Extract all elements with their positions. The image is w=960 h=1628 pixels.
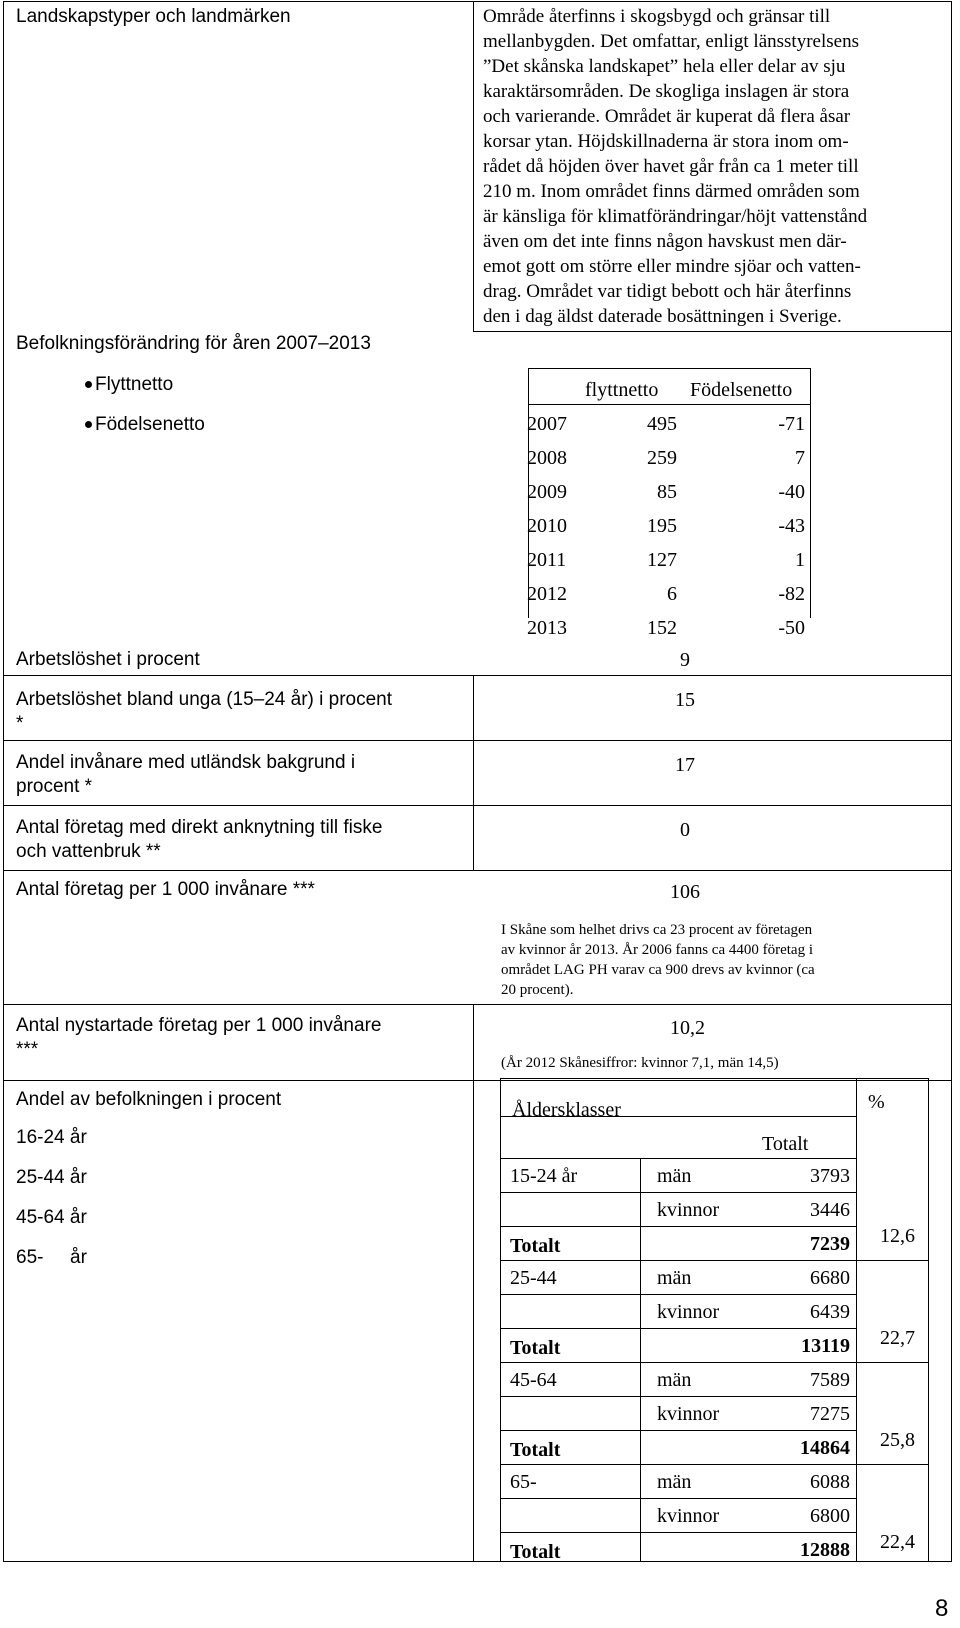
description-line: även om det inte finns någon havskust men där- <box>483 231 847 252</box>
page-number: 8 <box>935 1595 949 1622</box>
age-total-value: 12888 <box>800 1539 850 1561</box>
label-nystartade-line1: Antal nystartade företag per 1 000 invånare <box>16 1015 382 1036</box>
age-table-group-rule <box>500 1362 928 1363</box>
pop-year: 2012 <box>527 583 567 605</box>
age-pct-value: 22,4 <box>880 1531 915 1553</box>
pop-table-top-border <box>528 368 810 369</box>
age-total-value: 13119 <box>801 1335 850 1357</box>
age-header: Åldersklasser <box>512 1099 621 1121</box>
label-age-16-24: 16-24 år <box>16 1127 87 1148</box>
label-befolkningsforandring: Befolkningsförändring för åren 2007–2013 <box>16 333 371 354</box>
age-table-left-border <box>500 1078 501 1562</box>
age-group-label: 25-44 <box>510 1267 557 1289</box>
label-age-65-b: år <box>70 1247 87 1268</box>
bullet-flyttnetto <box>85 381 92 388</box>
age-table-right-border <box>928 1078 929 1562</box>
top-column-divider <box>473 1 474 331</box>
value-utlandsk: 17 <box>675 754 695 776</box>
note-line: 20 procent). <box>501 982 574 998</box>
description-line: den i dag äldst daterade bosättningen i Sverige. <box>483 306 842 327</box>
rule-andel <box>3 1080 952 1081</box>
age-man-label: män <box>657 1471 692 1493</box>
age-table-group-rule <box>500 1260 928 1261</box>
description-line: ”Det skånska landskapet” hela eller delar av sju <box>483 56 846 77</box>
age-total-label: Totalt <box>510 1439 561 1461</box>
age-man-value: 6680 <box>810 1267 850 1289</box>
description-bottom-rule <box>473 331 952 332</box>
pop-year: 2007 <box>527 413 567 435</box>
age-man-value: 6088 <box>810 1471 850 1493</box>
pop-year: 2011 <box>527 549 567 571</box>
label-unga-line1: Arbetslöshet bland unga (15–24 år) i procent <box>16 689 393 710</box>
description-line: 210 m. Inom området finns därmed områden som <box>483 181 860 202</box>
description-line: och varierande. Området är kuperat då flera åsar <box>483 106 851 127</box>
age-man-label: män <box>657 1165 692 1187</box>
age-kv-label: kvinnor <box>657 1403 720 1425</box>
pop-table-right-border <box>810 368 811 618</box>
age-total-label: Totalt <box>510 1337 561 1359</box>
pop-year: 2008 <box>527 447 567 469</box>
age-total-value: 7239 <box>810 1233 850 1255</box>
age-table-row-rule <box>500 1430 856 1431</box>
pop-flyttnetto-value: 195 <box>647 515 677 537</box>
value-foretag: 106 <box>670 881 700 903</box>
value-fiske: 0 <box>680 819 690 841</box>
pop-flyttnetto-value: 127 <box>647 549 677 571</box>
pop-table-header-rule <box>528 404 810 405</box>
age-total-label: Totalt <box>510 1235 561 1257</box>
mid-divider-1 <box>473 675 474 870</box>
age-table-top-border <box>500 1078 928 1079</box>
age-table-group-divider <box>640 1158 641 1562</box>
age-total-label: Totalt <box>510 1541 561 1563</box>
rule-nystartade <box>3 1004 952 1005</box>
age-table-row-rule <box>500 1192 856 1193</box>
age-table-row-rule <box>500 1498 856 1499</box>
note-line: området LAG PH varav ca 900 drevs av kvinnor (ca <box>501 962 815 978</box>
age-man-value: 3793 <box>810 1165 850 1187</box>
rule-fiske <box>3 805 952 806</box>
age-table-row-rule <box>500 1226 856 1227</box>
label-utlandsk-line1: Andel invånare med utländsk bakgrund i <box>16 752 356 773</box>
age-table-row-rule <box>500 1396 856 1397</box>
rule-unga <box>3 675 952 676</box>
label-age-65-a: 65- <box>16 1247 44 1268</box>
age-table-row-rule <box>500 1158 856 1159</box>
age-group-label: 15-24 år <box>510 1165 578 1187</box>
label-fodelsenetto: Födelsenetto <box>95 414 205 435</box>
label-landskapstyper: Landskapstyper och landmärken <box>16 6 291 27</box>
value-nystartade: 10,2 <box>670 1017 705 1039</box>
label-flyttnetto: Flyttnetto <box>95 374 174 395</box>
age-pct-value: 12,6 <box>880 1225 915 1247</box>
age-man-value: 7589 <box>810 1369 850 1391</box>
skane-figures-note: (År 2012 Skånesiffror: kvinnor 7,1, män 14,5) <box>501 1055 779 1071</box>
age-pct-value: 25,8 <box>880 1429 915 1451</box>
note-line: I Skåne som helhet drivs ca 23 procent av företagen <box>501 922 813 938</box>
age-pct-header: % <box>868 1091 885 1113</box>
label-unga-line2: * <box>16 713 24 734</box>
age-man-label: män <box>657 1267 692 1289</box>
description-line: mellanbygden. Det omfattar, enligt länsstyrelsens <box>483 31 859 52</box>
pop-fodelsenetto-value: 7 <box>795 447 805 469</box>
pop-year: 2010 <box>527 515 567 537</box>
label-nystartade-line2: *** <box>16 1039 39 1060</box>
age-group-label: 65- <box>510 1471 537 1493</box>
age-table-row-rule <box>500 1294 856 1295</box>
pop-flyttnetto-value: 495 <box>647 413 677 435</box>
description-line: karaktärsområden. De skogliga inslagen är stora <box>483 81 850 102</box>
pop-fodelsenetto-value: -40 <box>778 481 805 503</box>
label-fiske-line1: Antal företag med direkt anknytning till fiske <box>16 817 383 838</box>
label-utlandsk-line2: procent * <box>16 776 93 797</box>
pop-flyttnetto-value: 6 <box>667 583 677 605</box>
bullet-fodelsenetto <box>85 421 92 428</box>
pop-fodelsenetto-value: -50 <box>778 617 805 639</box>
rule-foretag <box>3 870 952 871</box>
pop-header-fodelsenetto: Födelsenetto <box>690 379 793 401</box>
note-line: av kvinnor år 2013. År 2006 fanns ca 4400 företag i <box>501 942 813 958</box>
label-foretag: Antal företag per 1 000 invånare *** <box>16 879 315 900</box>
pop-fodelsenetto-value: -82 <box>778 583 805 605</box>
age-table-row-rule <box>500 1328 856 1329</box>
age-group-label: 45-64 <box>510 1369 557 1391</box>
area-description <box>483 4 943 329</box>
description-line: rådet då höjden över havet går från ca 1 meter till <box>483 156 859 177</box>
age-kv-value: 3446 <box>810 1199 850 1221</box>
pop-flyttnetto-value: 85 <box>657 481 677 503</box>
age-totalt-header: Totalt <box>762 1133 809 1155</box>
pop-fodelsenetto-value: -43 <box>778 515 805 537</box>
label-andel-befolkning: Andel av befolkningen i procent <box>16 1089 282 1110</box>
age-table-group-rule <box>500 1464 928 1465</box>
pop-flyttnetto-value: 259 <box>647 447 677 469</box>
age-table-pct-divider <box>856 1078 857 1562</box>
label-age-25-44: 25-44 år <box>16 1167 87 1188</box>
pop-header-flyttnetto: flyttnetto <box>585 379 659 401</box>
label-arbetsloshet: Arbetslöshet i procent <box>16 649 200 670</box>
age-kv-label: kvinnor <box>657 1301 720 1323</box>
description-line: emot gott om större eller mindre sjöar och vatten- <box>483 256 861 277</box>
value-unga: 15 <box>675 689 695 711</box>
description-line: är känsliga för klimatförändringar/höjt vattenstånd <box>483 206 868 227</box>
pop-fodelsenetto-value: -71 <box>778 413 805 435</box>
age-total-value: 14864 <box>800 1437 850 1459</box>
age-table-row-rule <box>500 1532 856 1533</box>
mid-divider-2 <box>473 1004 474 1562</box>
age-kv-label: kvinnor <box>657 1199 720 1221</box>
pop-flyttnetto-value: 152 <box>647 617 677 639</box>
pop-fodelsenetto-value: 1 <box>795 549 805 571</box>
pop-year: 2013 <box>527 617 567 639</box>
age-kv-value: 7275 <box>810 1403 850 1425</box>
age-kv-value: 6439 <box>810 1301 850 1323</box>
description-line: korsar ytan. Höjdskillnaderna är stora inom om- <box>483 131 849 152</box>
age-kv-label: kvinnor <box>657 1505 720 1527</box>
value-arbetsloshet: 9 <box>680 649 690 671</box>
description-line: Område återfinns i skogsbygd och gränsar till <box>483 6 831 27</box>
description-line: drag. Området var tidigt bebott och här återfinns <box>483 281 852 302</box>
women-business-note <box>501 920 815 1000</box>
age-pct-value: 22,7 <box>880 1327 915 1349</box>
label-age-45-64: 45-64 år <box>16 1207 87 1228</box>
label-fiske-line2: och vattenbruk ** <box>16 841 161 862</box>
pop-year: 2009 <box>527 481 567 503</box>
age-kv-value: 6800 <box>810 1505 850 1527</box>
rule-utlandsk <box>3 740 952 741</box>
age-man-label: män <box>657 1369 692 1391</box>
